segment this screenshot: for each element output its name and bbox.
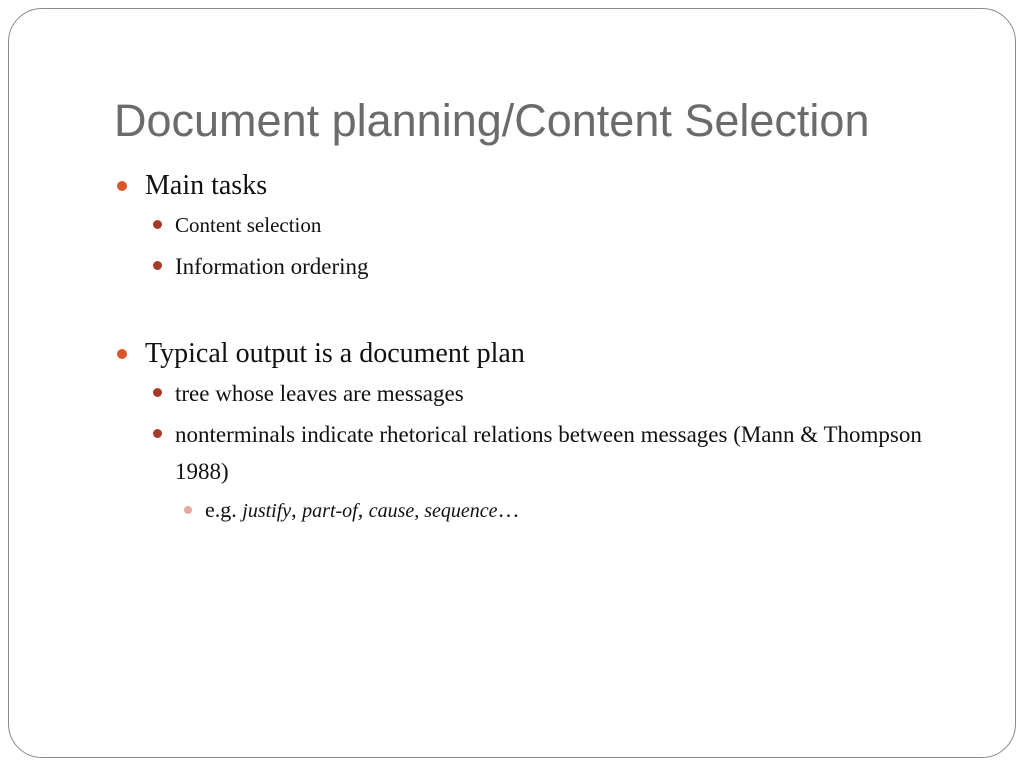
example-separator: , (291, 497, 303, 522)
sub-bullet-label: nonterminals indicate rhetorical relations between messages (Mann & Thompson 1988) (175, 422, 922, 484)
bullet-typical-output (114, 337, 974, 371)
slide (8, 8, 1016, 758)
bullet-dot-icon (117, 349, 127, 359)
sub-sub-bullet-examples (114, 494, 974, 527)
sub-bullet-information-ordering (114, 248, 974, 285)
example-term: cause, sequence (368, 500, 498, 522)
bullet-main-tasks (114, 169, 974, 203)
bullet-dot-icon (117, 181, 127, 191)
examples-suffix: … (497, 497, 520, 522)
bullet-dot-icon (153, 429, 162, 438)
sub-bullet-tree-leaves (114, 375, 974, 412)
sub-bullet-label: Content selection (175, 213, 322, 237)
bullet-label: Typical output is a document plan (145, 338, 525, 369)
examples-prefix: e.g. (205, 497, 243, 522)
sub-bullet-label: tree whose leaves are messages (175, 381, 464, 406)
slide-body (114, 169, 974, 527)
sub-bullet-label: Information ordering (175, 254, 369, 279)
sub-bullet-nonterminals (114, 416, 974, 490)
example-term: justify (242, 500, 292, 522)
bullet-label: Main tasks (145, 170, 268, 201)
example-separator: , (357, 497, 369, 522)
example-term: part-of (302, 500, 358, 522)
bullet-dot-icon (153, 388, 162, 397)
sub-bullet-content-selection (114, 207, 974, 244)
slide-title: Document planning/Content Selection (114, 95, 870, 146)
bullet-dot-icon (153, 261, 162, 270)
bullet-dot-icon (153, 220, 162, 229)
bullet-dot-icon (184, 506, 192, 514)
